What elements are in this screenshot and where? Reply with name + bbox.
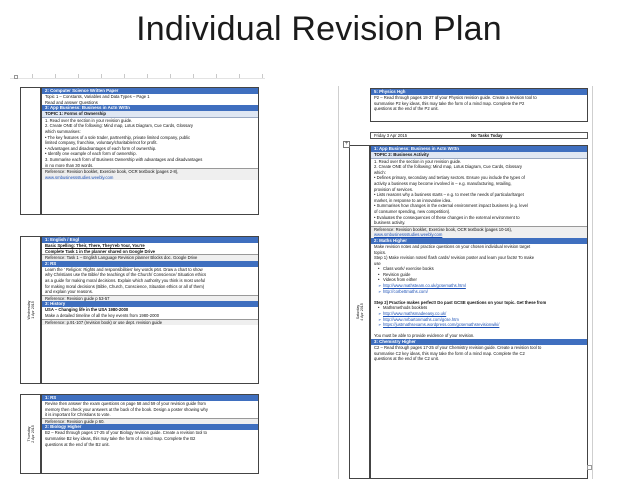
day-column	[20, 236, 41, 384]
task-line: Step 1) Make revision notes/ flash cards/ revision poster and learn your facts! To make	[374, 255, 535, 261]
right-document-page	[338, 86, 593, 479]
task-line: why Christians use the Bible/ the teachings of the Church/ Conscience/ Situation ethics	[45, 272, 207, 278]
task-line: You must be able to provide evidence of your revision.	[374, 333, 475, 339]
subject-header: 3: History	[42, 301, 258, 307]
page-corner-marker	[14, 75, 18, 79]
task-line: Step 2) Practice makes perfect! Do past GCSE questions on your topic. Get these from	[374, 299, 547, 305]
task-line: 2. Create ONE of the following: Mind map, Lotus Diagram, Cue Cards, Glossary	[374, 164, 523, 170]
page-title: Individual Revision Plan	[136, 10, 502, 48]
task-line: P2 – Read through pages 18-27 of your Physics revision guide. Create a revision tool to	[374, 95, 537, 100]
task-line: • Lists reasons why a business starts – e.g. to meet the needs of particular/target	[374, 192, 524, 198]
task-line: of consumer spending, new competition).	[374, 208, 451, 214]
subject-header: 2: Maths Higher	[371, 238, 587, 244]
task-line: summarise P2 key ideas, this may take the form of a mind map. Complete the P2	[374, 100, 525, 106]
task-line: and explain your reasons.	[45, 289, 93, 295]
task-line: summarise B2 key ideas, this may take the form of a mind map. Complete the B2	[45, 435, 196, 441]
day-table	[370, 88, 588, 122]
no-tasks-row	[370, 132, 588, 139]
task-line: • Identify one example of each form of ownership.	[45, 151, 137, 157]
resource-link[interactable]: ➢ http://corbettmaths.com/	[371, 289, 587, 295]
resource-link[interactable]: ➢ https://justmathsexams.wordpress.com/gcsemathsrevisionwiki/	[371, 322, 587, 328]
topic-subheader: TOPIC 1: Forms of Ownership	[42, 111, 258, 118]
task-line: • Evaluates the consequences of these changes in the external environment to	[374, 214, 520, 220]
task-line: use	[374, 260, 381, 266]
task-line: Basic Spelling: Their, There, They’reb Your, You’re	[45, 243, 145, 248]
subject-header: 1: App Business: Business in Actn Wrttn	[371, 146, 587, 152]
list-item: • Mathsmethods booklets	[371, 305, 587, 311]
resource-link[interactable]: ➢ http://www.mrbartonmaths.com/gcse.htm	[371, 317, 587, 323]
task-line: questions at the end of the B2 unit.	[45, 441, 110, 447]
task-line: Make a detailed timeline of all the key events from 1980-2000	[45, 312, 160, 318]
day-label: Wednesday 1 Apr 2015	[26, 300, 35, 320]
reference-line: Reference: Revision guide p 60.	[42, 418, 258, 425]
task-line: for making moral decisions (Bible, Church, Conscience, Situation ethics or all of them)	[45, 283, 205, 289]
task-line: B2 – Read through pages 17-25 of your Biology revision guide. Create a revision tool to	[45, 430, 208, 436]
task-line: Read and answer Questions	[45, 99, 98, 105]
subject-header: 1: English / Engl	[42, 237, 258, 243]
task-line: questions at the end of the C2 unit.	[374, 356, 439, 362]
reference-line: Reference: Revision booklet, Exercise book, OCR textbook (pages 10-16),	[371, 226, 587, 233]
reference-line: Reference: p.91-107 (revision book) or use dept. revision guide	[42, 319, 258, 326]
task-line: topics.	[374, 249, 387, 255]
resource-link[interactable]: ➢ http://www.mathsmadeeasy.co.uk/	[371, 311, 587, 317]
list-item: • Class work/ exercise books	[371, 266, 587, 272]
resource-link[interactable]: ➢ http://www.mathsteam.co.uk/gcsemaths.html	[371, 283, 587, 289]
task-line: Topic 1 – Constants, Variables and Data Types – Page 1	[45, 94, 150, 99]
task-line: it is important for Christians to vote.	[45, 412, 111, 418]
day-column	[349, 145, 370, 479]
list-item: • Videos from either	[371, 277, 587, 283]
reference-line: Reference: Task 1 – English Language Revision planner Blocks doc. Google Drive	[42, 254, 258, 261]
task-line: 1. Read over the section in your revision guide.	[45, 117, 133, 123]
task-line: market, in response to an innovative idea.	[374, 197, 452, 203]
day-table	[370, 145, 588, 479]
task-line: which summarises:	[45, 128, 81, 134]
table-move-handle-icon[interactable]: +	[344, 141, 349, 147]
subject-header: 3: App Business: Business in Actn Wrttn	[42, 105, 258, 111]
reference-line: Reference: Revision guide p 53-57	[42, 295, 258, 302]
task-line: • Summarises how changes in the external environment impact business (e.g. level	[374, 203, 528, 209]
task-line: activity a business may become involved in – e.g. manufacturing, retailing,	[374, 180, 512, 186]
topic-subheader: TOPIC 2: Business Activity	[371, 152, 587, 159]
task-line: summarise C2 key ideas, this may take the form of a mind map. Complete the C2	[374, 350, 525, 356]
task-line: provision of services.	[374, 186, 414, 192]
reference-line: Reference: Revision booklet, Exercise book, OCR textbook (pages 2-8),	[42, 168, 258, 175]
task-line: 1. Read over the section in your revision guide.	[374, 158, 462, 164]
task-line: • Defines primary, secondary and tertiary sectors. Ensure you include the types of	[374, 175, 525, 181]
task-line: • Advantages and disadvantages of each form of ownership.	[45, 145, 157, 151]
subject-header: 2: Biology Higher	[42, 424, 258, 430]
task-line: questions at the end of the P2 unit.	[374, 106, 439, 112]
ruler	[10, 74, 265, 79]
task-line: business activity.	[374, 220, 406, 226]
task-line: • The key features of a sole trader, partnership, private limited company, public	[45, 134, 191, 140]
task-line: Make revision notes and practice questions on your chosen individual revision target	[374, 243, 531, 249]
subject-header: 5: Physics Hgh	[371, 89, 587, 95]
task-line: in no more than 30 words.	[45, 162, 94, 168]
task-line: Revise then answer the exam questions on page 58 and 59 of your revision guide from	[45, 401, 206, 406]
task-line: memory then check your answers at the back of the book. Design a poster showing why	[45, 406, 208, 412]
subject-header: 2: RS	[42, 261, 258, 267]
resize-handle[interactable]	[587, 465, 592, 470]
subject-header: 1: RS	[42, 395, 258, 401]
subject-header: 2: Computer Science Written Paper	[42, 88, 258, 94]
task-line: Learn the ‘ Religion: Rights and responsibilities’ key words p64. Draw a chart to show	[45, 266, 203, 272]
task-line: limited company, franchise, voluntary/charitable/not for profit.	[45, 140, 158, 146]
left-document-page	[10, 74, 265, 479]
day-label: Saturday 4 Apr 2015	[355, 303, 364, 321]
day-table	[41, 394, 259, 474]
day-table	[41, 236, 259, 384]
task-line: as a guide for making moral decisions. Explain which authority you think is most useful	[45, 277, 206, 283]
subject-header: 3: Chemistry Higher	[371, 339, 587, 345]
task-line: C2 – Read through pages 17-25 of your Chemistry revision guide. Create a revision tool to	[374, 345, 542, 350]
no-tasks-text: No Tasks Today	[471, 133, 503, 138]
task-line: which:	[374, 169, 386, 175]
day-label: Thursday 2 Apr 2015	[26, 425, 35, 443]
reference-link[interactable]: www.smbusinessstudies.weebly.com	[371, 232, 587, 238]
day-column	[20, 394, 41, 474]
task-line: USA – Changing life in the USA 1980-2000	[45, 307, 129, 313]
day-table	[41, 87, 259, 215]
task-line: Complete Task 1 in the planner shared on Google Drive	[45, 248, 155, 254]
status-date: Friday 3 Apr 2015	[374, 133, 408, 138]
task-line: 2. Create ONE of the following: Mind map, Lotus Diagram, Cue Cards, Glossary	[45, 123, 194, 129]
reference-link[interactable]: www.smbusinessstudies.weebly.com	[42, 175, 258, 181]
list-item: • Revision guide	[371, 272, 587, 278]
task-line: 3. Summarise each form of Business Ownership with advantages and disadvantages	[45, 156, 203, 162]
day-column	[20, 87, 41, 215]
